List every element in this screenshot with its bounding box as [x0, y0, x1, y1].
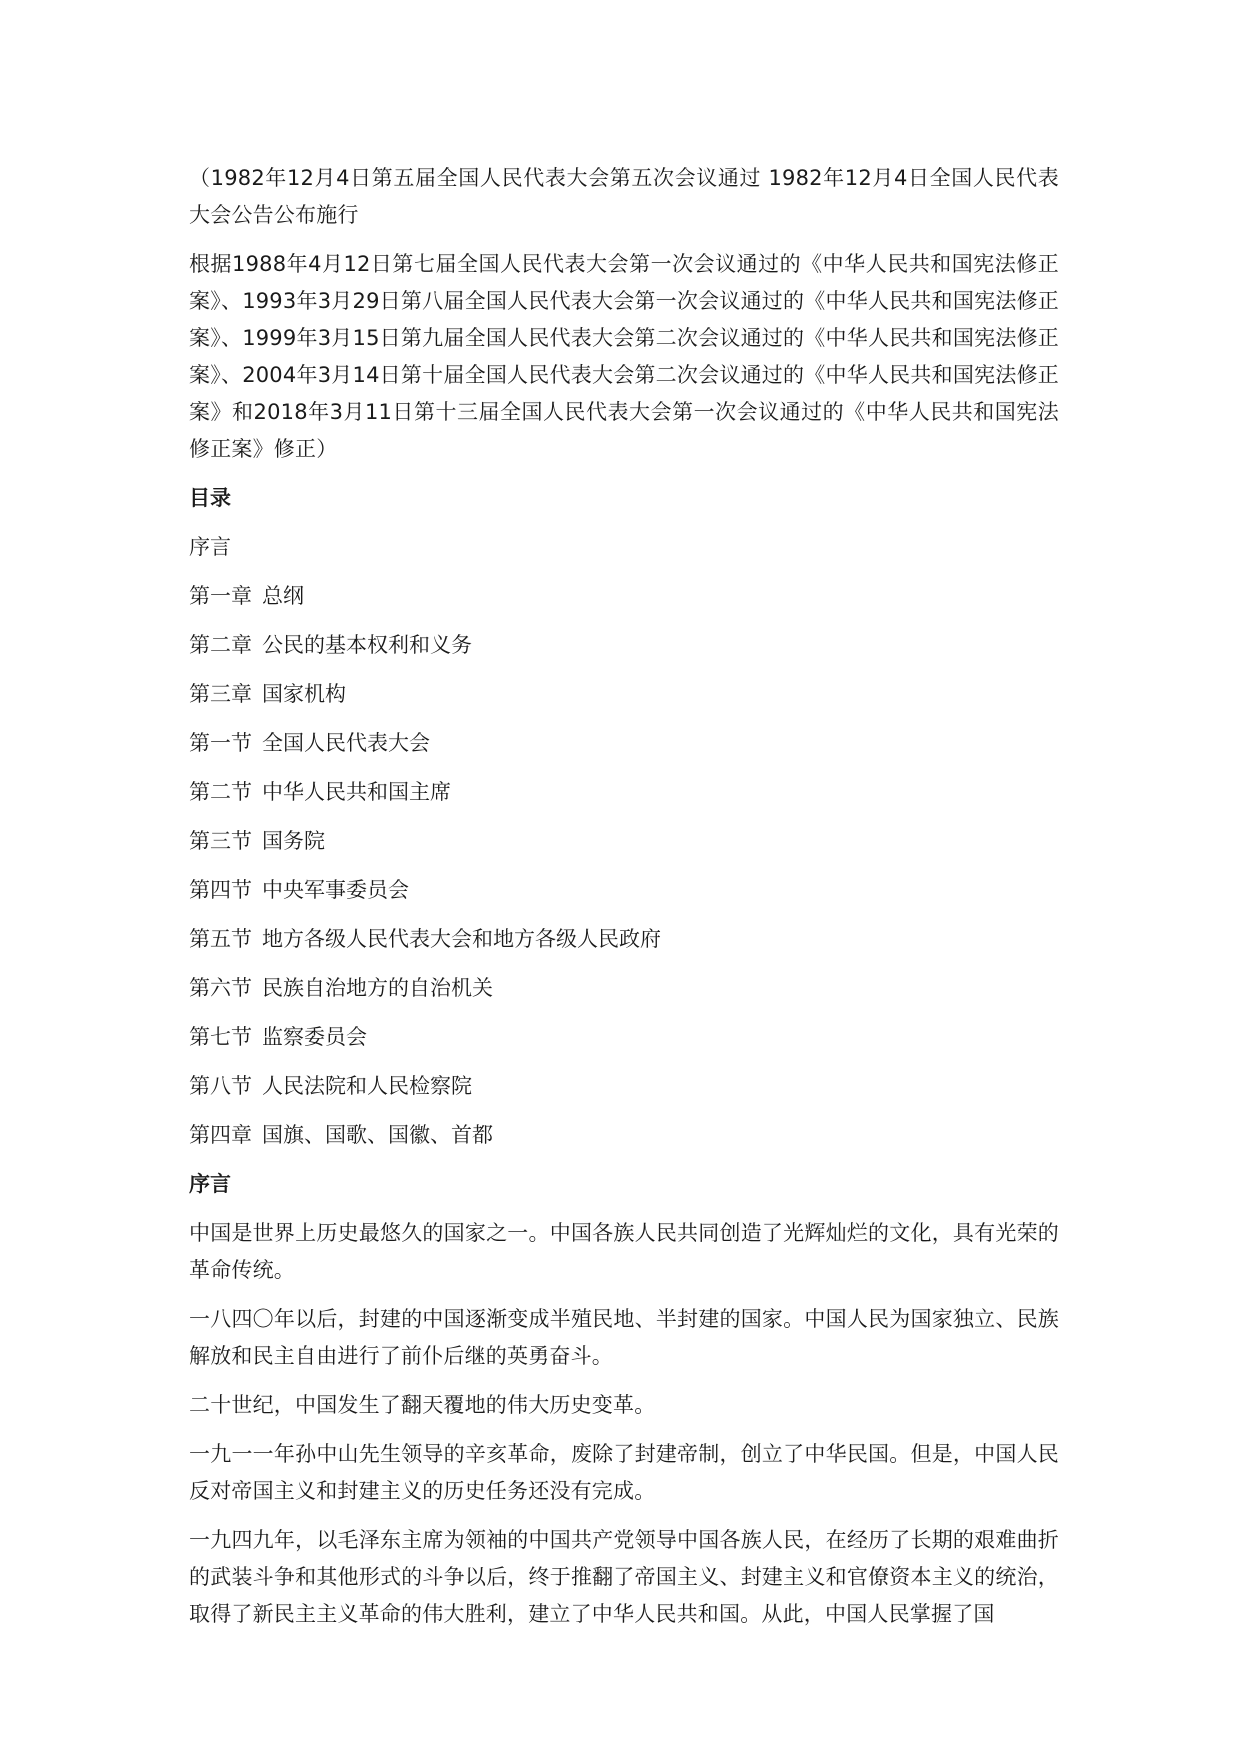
- toc-item-section-2: [189, 774, 1059, 811]
- toc-item-number: 序言: [189, 535, 231, 559]
- toc-item-title: 民族自治地方的自治机关: [262, 976, 493, 1000]
- toc-item-section-5: [189, 921, 1059, 958]
- toc-item-title: 总纲: [262, 584, 304, 608]
- toc-item-section-6: [189, 970, 1059, 1007]
- toc-item-number: 第一章: [189, 584, 252, 608]
- toc-item-preamble: [189, 529, 1059, 566]
- toc-heading: 目录: [189, 486, 231, 510]
- toc-item-chapter-2: [189, 627, 1059, 664]
- toc-item-number: 第三节: [189, 829, 252, 853]
- toc-item-number: 第五节: [189, 927, 252, 951]
- toc-item-title: 中华人民共和国主席: [262, 780, 451, 804]
- toc-item-number: 第四章: [189, 1123, 252, 1147]
- toc-item-title: 国务院: [262, 829, 325, 853]
- toc-item-section-7: [189, 1019, 1059, 1056]
- toc-item-title: 公民的基本权利和义务: [262, 633, 472, 657]
- preamble-paragraph: 一八四〇年以后，封建的中国逐渐变成半殖民地、半封建的国家。中国人民为国家独立、民族解放和民主自由进行了前仆后继的英勇奋斗。: [189, 1307, 1059, 1368]
- toc-item-title: 全国人民代表大会: [262, 731, 430, 755]
- toc-item-title: 国家机构: [262, 682, 346, 706]
- toc-item-title: 国旗、国歌、国徽、首都: [262, 1123, 493, 1147]
- document-page: [189, 160, 1059, 1645]
- toc-item-section-4: [189, 872, 1059, 909]
- toc-item-title: 地方各级人民代表大会和地方各级人民政府: [262, 927, 661, 951]
- toc-item-number: 第七节: [189, 1025, 252, 1049]
- preamble-paragraph: 中国是世界上历史最悠久的国家之一。中国各族人民共同创造了光辉灿烂的文化，具有光荣的革命传统。: [189, 1221, 1059, 1282]
- toc-item-title: 人民法院和人民检察院: [262, 1074, 472, 1098]
- toc-item-section-8: [189, 1068, 1059, 1105]
- toc-item-title: 监察委员会: [262, 1025, 367, 1049]
- toc-item-section-1: [189, 725, 1059, 762]
- preamble-paragraph: 一九一一年孙中山先生领导的辛亥革命，废除了封建帝制，创立了中华民国。但是，中国人民反对帝国主义和封建主义的历史任务还没有完成。: [189, 1442, 1059, 1503]
- preamble-heading: 序言: [189, 1172, 231, 1196]
- toc-item-chapter-4: [189, 1117, 1059, 1154]
- toc-item-chapter-3: [189, 676, 1059, 713]
- toc-item-number: 第一节: [189, 731, 252, 755]
- preamble-paragraph: 一九四九年，以毛泽东主席为领袖的中国共产党领导中国各族人民，在经历了长期的艰难曲折的武装斗争和其他形式的斗争以后，终于推翻了帝国主义、封建主义和官僚资本主义的统治，取得了新民主主义革命的伟大胜利，建立了中华人民共和国。从此，中国人民掌握了国: [189, 1528, 1059, 1626]
- toc-item-title: 中央军事委员会: [262, 878, 409, 902]
- amendment-note: 根据1988年4月12日第七届全国人民代表大会第一次会议通过的《中华人民共和国宪法修正案》、1993年3月29日第八届全国人民代表大会第一次会议通过的《中华人民共和国宪法修正案》、1999年3月15日第九届全国人民代表大会第二次会议通过的《中华人民共和国宪法修正案》、2004年3月14日第十届全国人民代表大会第二次会议通过的《中华人民共和国宪法修正案》和2018年3月11日第十三届全国人民代表大会第一次会议通过的《中华人民共和国宪法修正案》修正）: [189, 252, 1059, 461]
- preamble-paragraph: 二十世纪，中国发生了翻天覆地的伟大历史变革。: [189, 1393, 656, 1417]
- table-of-contents: [189, 529, 1059, 1154]
- adoption-note: （1982年12月4日第五届全国人民代表大会第五次会议通过 1982年12月4日全国人民代表大会公告公布施行: [189, 166, 1059, 227]
- toc-item-number: 第四节: [189, 878, 252, 902]
- toc-item-number: 第三章: [189, 682, 252, 706]
- toc-item-chapter-1: [189, 578, 1059, 615]
- toc-item-number: 第二节: [189, 780, 252, 804]
- toc-item-number: 第六节: [189, 976, 252, 1000]
- toc-item-section-3: [189, 823, 1059, 860]
- toc-item-number: 第二章: [189, 633, 252, 657]
- toc-item-number: 第八节: [189, 1074, 252, 1098]
